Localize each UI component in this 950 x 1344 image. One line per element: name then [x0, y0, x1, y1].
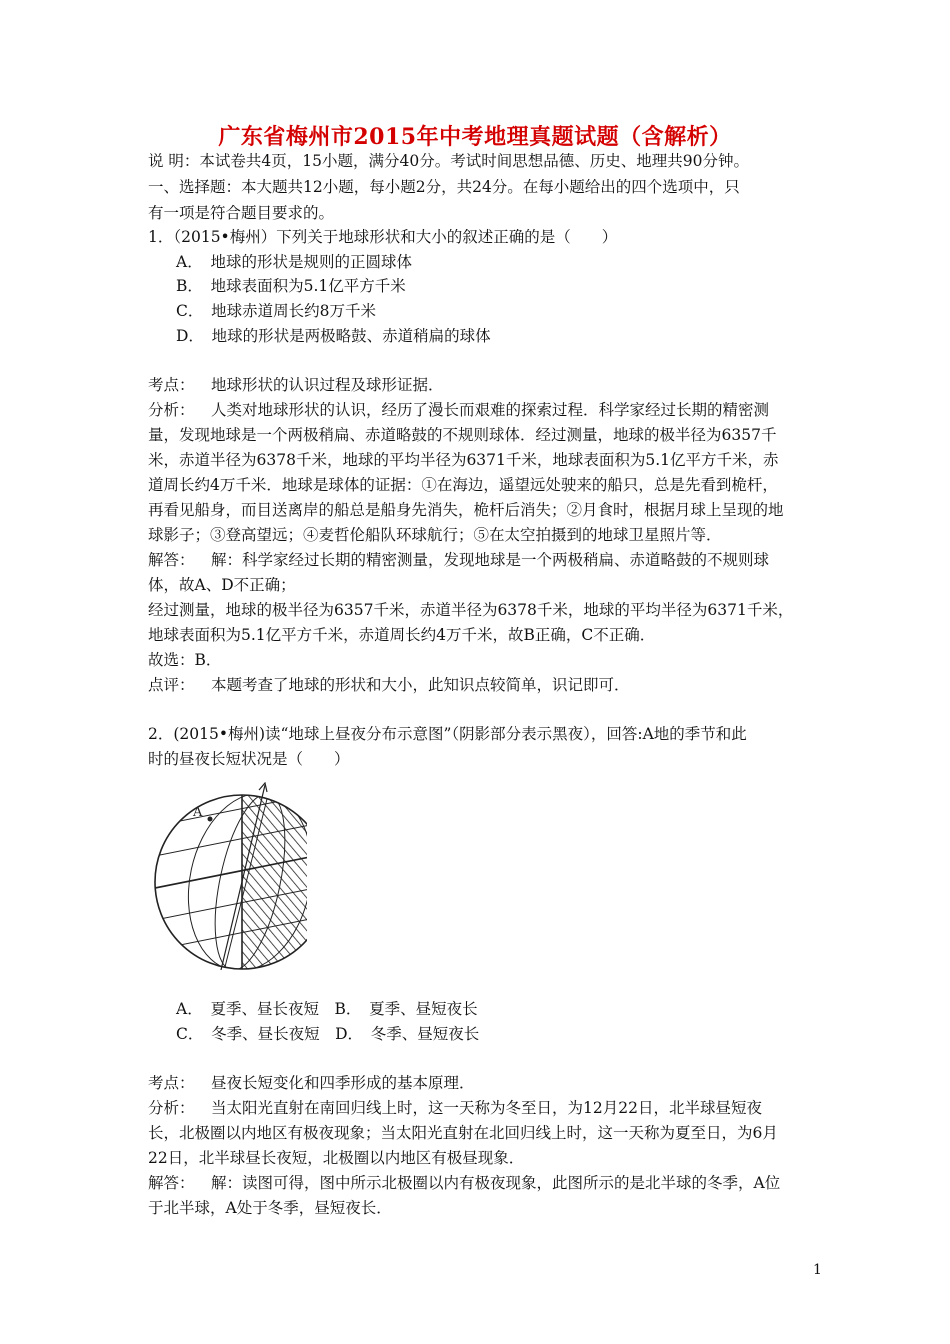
night-shading — [242, 792, 307, 972]
q1-dianping-label: 点评： — [148, 676, 195, 694]
q2-fenxi-line: 当太阳光直射在南回归线上时，这一天称为冬至日，为12月22日，北半球昼短夜 — [211, 1099, 762, 1117]
exam-note: 说 明：本试卷共4页，15小题，满分40分。考试时间思想品德、历史、地理共90分钟。 — [148, 152, 749, 170]
q1-fenxi-line: 米，赤道半径为6378千米，地球的平均半径为6371千米，地球表面积为5.1亿平方千米，赤 — [148, 451, 779, 469]
q1-fenxi-line: 人类对地球形状的认识，经历了漫长而艰难的探索过程．科学家经过长期的精密测 — [211, 401, 770, 419]
q1-dianping — [148, 674, 630, 696]
q1-fenxi-line: 球影子；③登高望远；④麦哲伦船队环球航行；⑤在太空拍摄到的地球卫星照片等． — [148, 526, 722, 544]
q1-jieda-line: 体，故A、D不正确； — [148, 576, 296, 594]
q2-fenxi-line: 22日，北半球昼长夜短，北极圈以内地区有极昼现象． — [148, 1149, 525, 1167]
q1-jieda-label: 解答： — [148, 551, 195, 569]
q2-kaodian-text: 昼夜长短变化和四季形成的基本原理． — [211, 1074, 475, 1092]
q1-option-d: D． 地球的形状是两极略鼓、赤道稍扁的球体 — [176, 327, 491, 345]
q2-options-row1: A． 夏季、昼长夜短 B． 夏季、昼短夜长 — [176, 1000, 478, 1018]
document-title: 广东省梅州市2015年中考地理真题试题（含解析） — [218, 124, 732, 150]
q1-option-a: A． 地球的形状是规则的正圆球体 — [176, 253, 412, 271]
globe-diagram — [145, 782, 307, 972]
q2-stem-line1: 2．(2015•梅州)读“地球上昼夜分布示意图”（阴影部分表示黑夜），回答:A地的季节和此 — [148, 725, 747, 743]
page-number: 1 — [813, 1262, 822, 1278]
q1-dianping-text: 本题考查了地球的形状和大小，此知识点较简单，识记即可． — [211, 676, 630, 694]
section-heading-line1: 一、选择题：本大题共12小题，每小题2分，共24分。在每小题给出的四个选项中，只 — [148, 178, 740, 196]
point-a-label: A — [193, 805, 203, 820]
q1-stem: 1．（2015•梅州）下列关于地球形状和大小的叙述正确的是（ ） — [148, 228, 618, 246]
q2-jieda-label: 解答： — [148, 1174, 195, 1192]
q1-answer: 故选：B． — [148, 651, 222, 669]
section-heading-line2: 有一项是符合题目要求的。 — [148, 204, 335, 222]
q2-kaodian — [148, 1072, 475, 1094]
q1-fenxi-label: 分析： — [148, 401, 195, 419]
q1-jieda-line: 解：科学家经过长期的精密测量，发现地球是一个两极稍扁、赤道略鼓的不规则球 — [211, 551, 770, 569]
q2-jieda-line: 于北半球，A处于冬季，昼短夜长． — [148, 1199, 392, 1217]
day-night-globe-figure — [145, 782, 307, 972]
q1-jieda-line: 经过测量，地球的极半径为6357千米，赤道半径为6378千米，地球的平均半径为6371千米， — [148, 601, 794, 619]
q1-option-b: B． 地球表面积为5.1亿平方千米 — [176, 277, 406, 295]
q2-stem-line2: 时的昼夜长短状况是（ ） — [148, 750, 350, 768]
q1-jieda-line: 地球表面积为5.1亿平方千米，赤道周长约4万千米，故B正确，C不正确． — [148, 626, 656, 644]
q1-option-c: C． 地球赤道周长约8万千米 — [176, 302, 376, 320]
q1-fenxi-line: 再看见船身，而目送离岸的船总是船身先消失，桅杆后消失；②月食时，根据月球上呈现的地 — [148, 501, 784, 519]
q2-options-row2: C． 冬季、昼长夜短 D． 冬季、昼短夜长 — [176, 1025, 480, 1043]
q1-fenxi — [148, 399, 769, 421]
q2-fenxi-label: 分析： — [148, 1099, 195, 1117]
q2-fenxi — [148, 1097, 762, 1119]
q2-jieda-line: 解：读图可得，图中所示北极圈以内有极夜现象，此图所示的是北半球的冬季，A位 — [211, 1174, 781, 1192]
q1-jieda — [148, 549, 769, 571]
q1-kaodian-text: 地球形状的认识过程及球形证据． — [211, 376, 444, 394]
q1-fenxi-line: 道周长约4万千米．地球是球体的证据：①在海边，遥望远处驶来的船只，总是先看到桅杆， — [148, 476, 778, 494]
q1-kaodian — [148, 374, 444, 396]
q2-kaodian-label: 考点： — [148, 1074, 195, 1092]
q1-fenxi-line: 量，发现地球是一个两极稍扁、赤道略鼓的不规则球体．经过测量，地球的极半径为6357千 — [148, 426, 777, 444]
axis-arrow-icon — [259, 783, 267, 792]
q2-jieda — [148, 1172, 780, 1194]
q1-kaodian-label: 考点： — [148, 376, 195, 394]
q2-fenxi-line: 长，北极圈以内地区有极夜现象；当太阳光直射在北回归线上时，这一天称为夏至日，为6月 — [148, 1124, 778, 1142]
point-a-marker — [208, 817, 213, 822]
